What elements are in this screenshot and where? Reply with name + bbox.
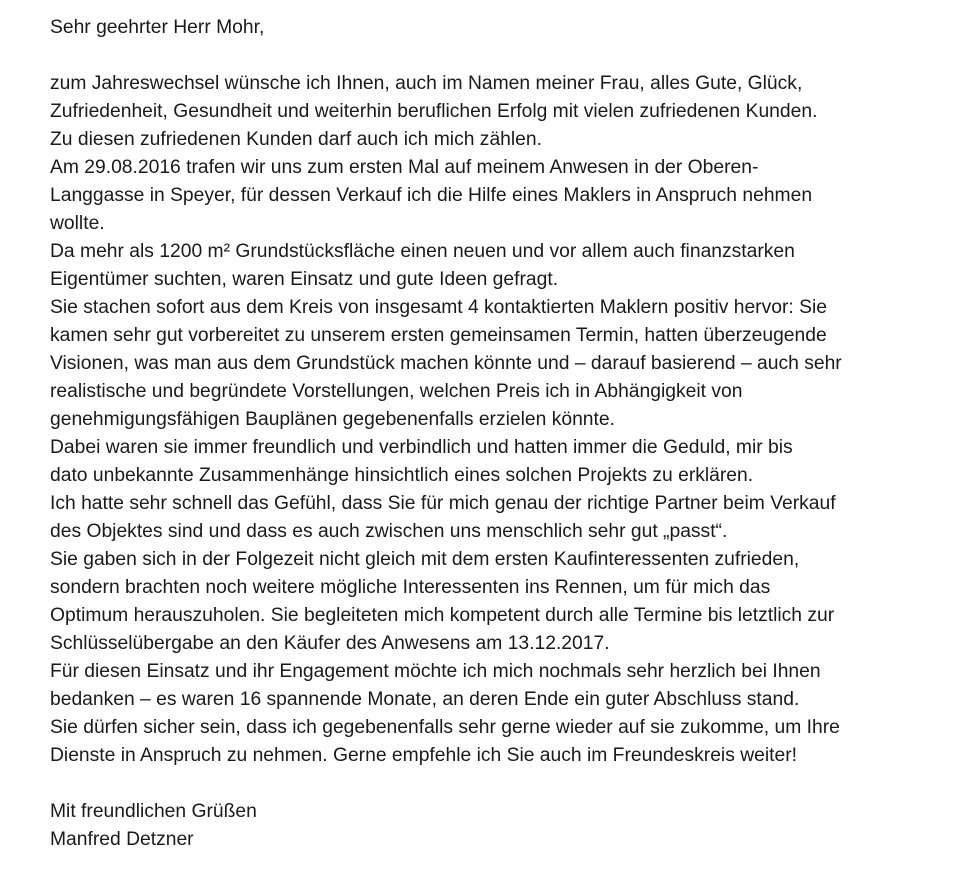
- body-line: Visionen, was man aus dem Grundstück machen könnte und – darauf basierend – auch sehr: [50, 353, 842, 374]
- body-line: Schlüsselübergabe an den Käufer des Anwesens am 13.12.2017.: [50, 633, 610, 654]
- body-line: dato unbekannte Zusammenhänge hinsichtlich eines solchen Projekts zu erklären.: [50, 465, 754, 486]
- body-line: Ich hatte sehr schnell das Gefühl, dass Sie für mich genau der richtige Partner beim Verkauf: [50, 493, 836, 514]
- body-line: Optimum herauszuholen. Sie begleiteten mich kompetent durch alle Termine bis letztlich zur: [50, 605, 835, 626]
- body-line: Sie dürfen sicher sein, dass ich gegebenenfalls sehr gerne wieder auf sie zukomme, um Ihre: [50, 717, 840, 738]
- body-line: Eigentümer suchten, waren Einsatz und gute Ideen gefragt.: [50, 269, 559, 290]
- body-line: des Objektes sind und dass es auch zwischen uns menschlich sehr gut „passt“.: [50, 521, 728, 542]
- letter-body: [50, 70, 950, 770]
- body-line: sondern brachten noch weitere mögliche Interessenten ins Rennen, um für mich das: [50, 577, 771, 598]
- body-line: kamen sehr gut vorbereitet zu unserem ersten gemeinsamen Termin, hatten überzeugende: [50, 325, 827, 346]
- salutation: Sehr geehrter Herr Mohr,: [50, 17, 265, 38]
- body-line: Dienste in Anspruch zu nehmen. Gerne empfehle ich Sie auch im Freundeskreis weiter!: [50, 745, 797, 766]
- body-line: zum Jahreswechsel wünsche ich Ihnen, auch im Namen meiner Frau, alles Gute, Glück,: [50, 73, 803, 94]
- closing: Mit freundlichen Grüßen: [50, 801, 257, 822]
- signature: Manfred Detzner: [50, 829, 194, 850]
- blank-line: [50, 42, 950, 70]
- body-line: wollte.: [50, 213, 105, 234]
- body-line: Dabei waren sie immer freundlich und verbindlich und hatten immer die Geduld, mir bis: [50, 437, 793, 458]
- body-line: Langgasse in Speyer, für dessen Verkauf ich die Hilfe eines Maklers in Anspruch nehmen: [50, 185, 813, 206]
- body-line: bedanken – es waren 16 spannende Monate, an deren Ende ein guter Abschluss stand.: [50, 689, 800, 710]
- blank-line: [50, 770, 950, 798]
- body-line: realistische und begründete Vorstellungen, welchen Preis ich in Abhängigkeit von: [50, 381, 743, 402]
- body-line: Zufriedenheit, Gesundheit und weiterhin beruflichen Erfolg mit vielen zufriedenen Kunden.: [50, 101, 818, 122]
- body-line: Sie stachen sofort aus dem Kreis von insgesamt 4 kontaktierten Maklern positiv hervor: Sie: [50, 297, 827, 318]
- body-line: genehmigungsfähigen Bauplänen gegebenenfalls erzielen könnte.: [50, 409, 615, 430]
- letter: [50, 14, 950, 854]
- body-line: Zu diesen zufriedenen Kunden darf auch ich mich zählen.: [50, 129, 542, 150]
- body-line: Für diesen Einsatz und ihr Engagement möchte ich mich nochmals sehr herzlich bei Ihnen: [50, 661, 821, 682]
- body-line: Sie gaben sich in der Folgezeit nicht gleich mit dem ersten Kaufinteressenten zufrieden,: [50, 549, 800, 570]
- body-line: Da mehr als 1200 m² Grundstücksfläche einen neuen und vor allem auch finanzstarken: [50, 241, 795, 262]
- body-line: Am 29.08.2016 trafen wir uns zum ersten Mal auf meinem Anwesen in der Oberen-: [50, 157, 759, 178]
